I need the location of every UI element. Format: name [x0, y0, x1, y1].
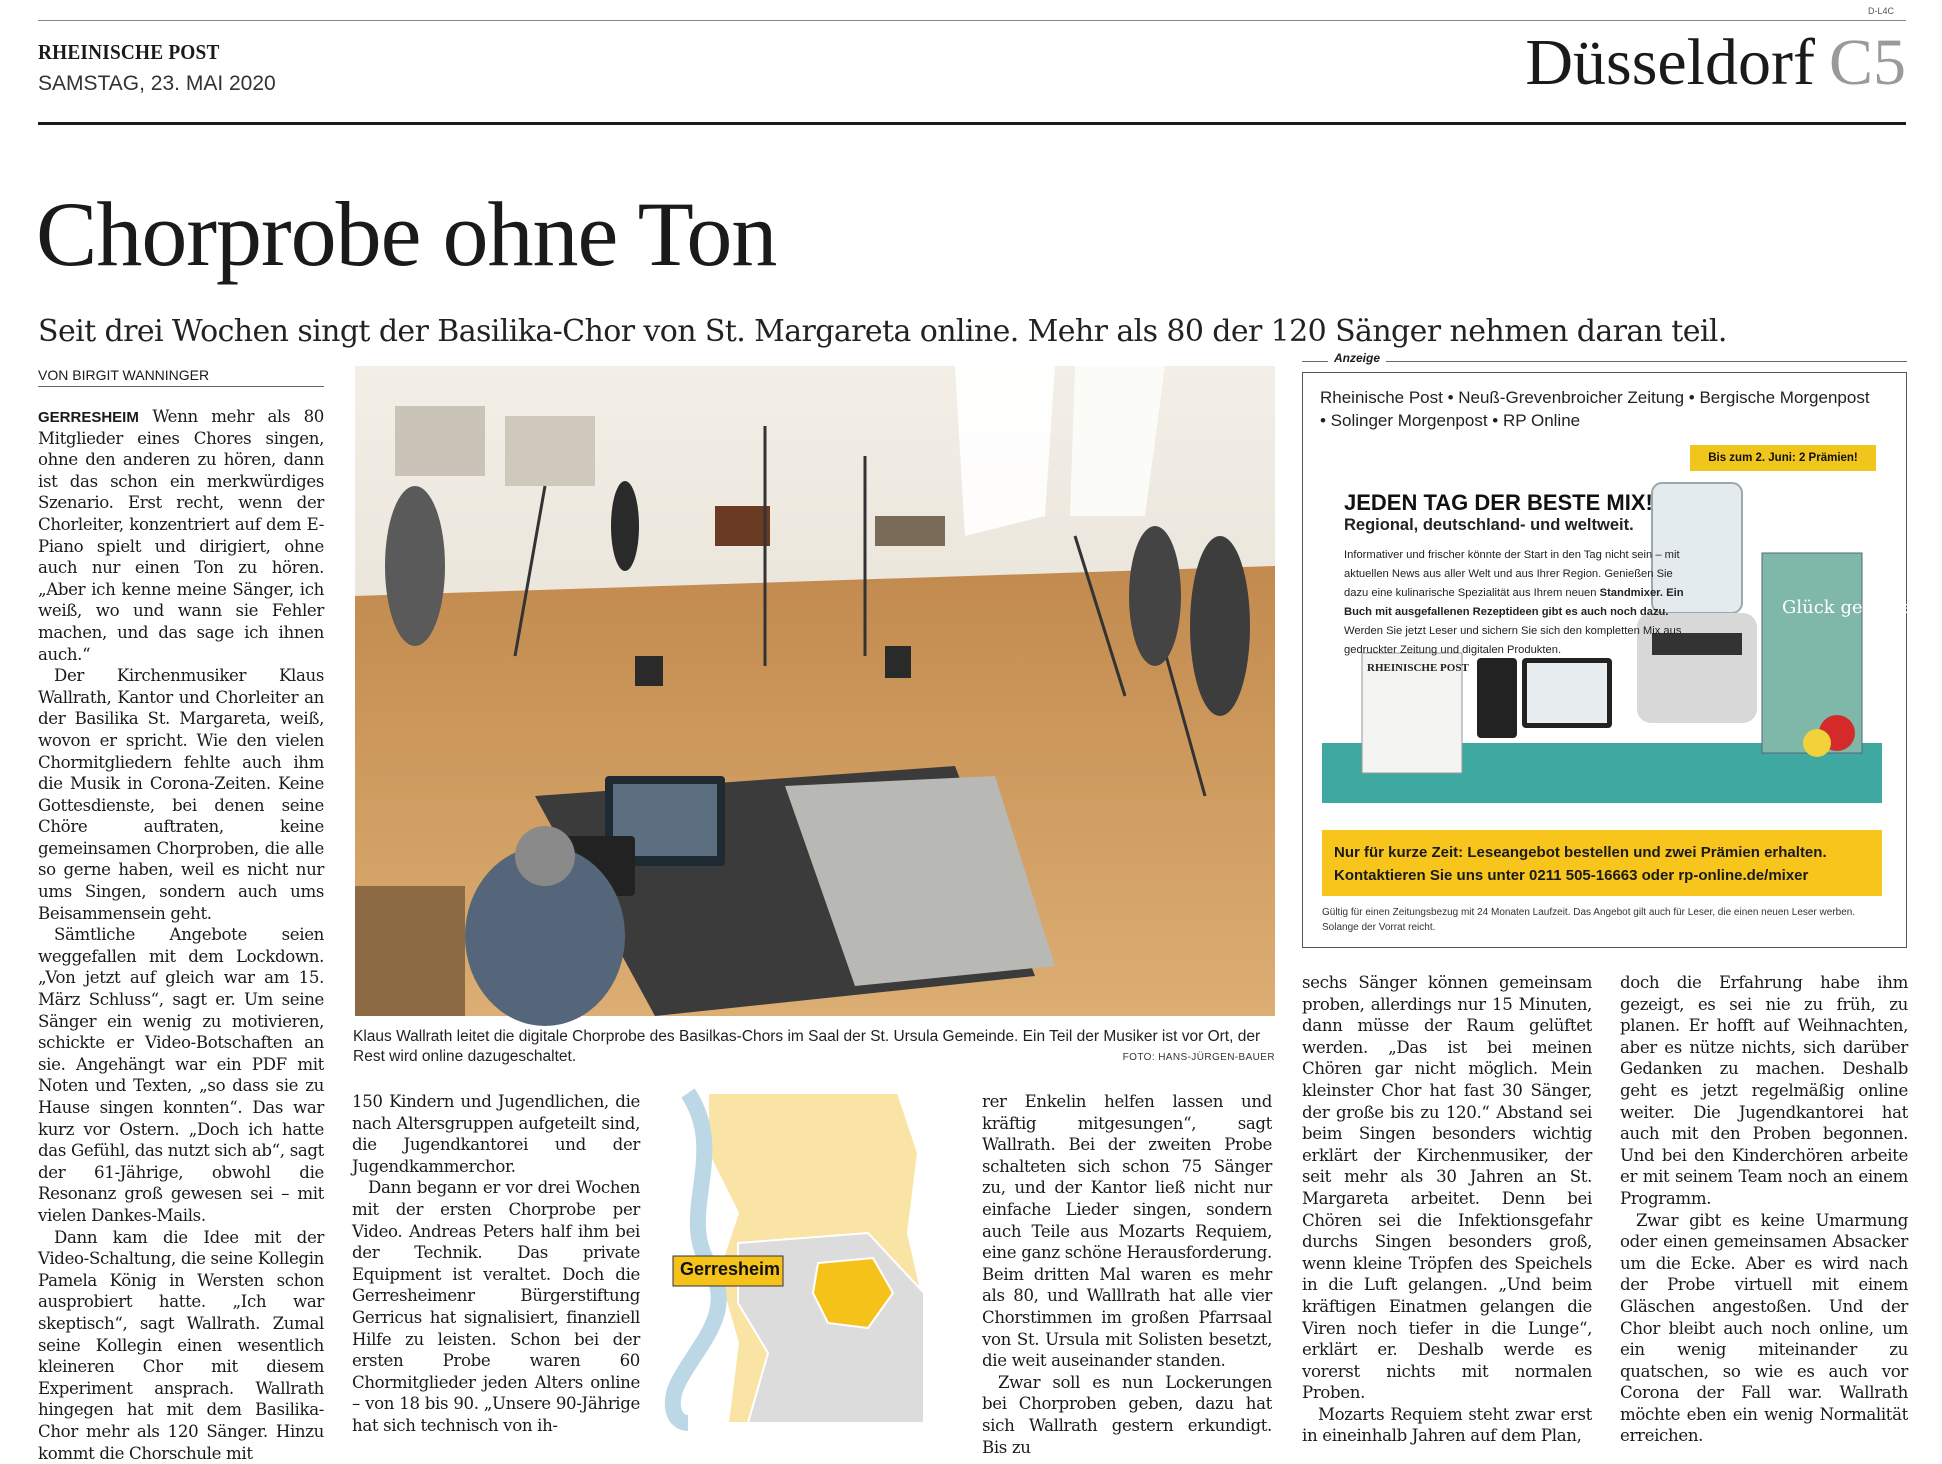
paragraph: Mozarts Requiem steht zwar erst in eineinhalb Jahren auf dem Plan,	[1302, 1404, 1592, 1446]
ad-cta-line2[interactable]: Kontaktieren Sie uns unter 0211 505-16663 oder rp-online.de/mixer	[1334, 867, 1809, 884]
byline: VON BIRGIT WANNINGER	[38, 367, 210, 383]
paragraph: doch die Erfahrung habe ihm gezeigt, es sei nie zu früh, zu planen. Er hofft auf Weihnachten, aber es nütze nichts, sich darüber Gedanken zu machen. Deshalb geht es jetzt regelmäßig online weiter. Die Jugendkantorei hat auch mit den Proben begonnen. Und bei den Kinderchören arbeite er mit seinem Team noch an einem Programm.	[1620, 973, 1908, 1208]
ad-subtitle: Regional, deutschland- und weltweit.	[1344, 516, 1634, 534]
map-label: Gerresheim	[680, 1259, 781, 1279]
photo-caption: Klaus Wallrath leitet die digitale Chorprobe des Basilkas-Chors im Saal der St. Ursula Gemeinde. Ein Teil der Musiker ist vor Ort, der Rest wird online dazugeschaltet.	[353, 1028, 1261, 1065]
choir-rehearsal-photo	[355, 366, 1275, 1016]
masthead-rule	[38, 122, 1906, 125]
ad-badge: Bis zum 2. Juni: 2 Prämien!	[1690, 445, 1876, 471]
section-name: Düsseldorf	[1525, 26, 1815, 99]
ad-papers: Rheinische Post • Neuß-Grevenbroicher Zeitung • Bergische Morgenpost • Solinger Morgenpost • RP Online	[1320, 388, 1870, 430]
paragraph: Dann begann er vor drei Wochen mit der ersten Chorprobe per Video. Andreas Peters half ihm bei der Technik. Das private Equipment ist veraltet. Doch die Gerresheimenr Bürgerstiftung Gerricus hat signalisiert, finanziell Hilfe zu leisten. Schon bei der ersten Probe waren 60 Chormitglieder jeden Alters online – von 18 bis 90. „Unsere 90-Jährige hat sich technisch von ih-	[352, 1178, 640, 1435]
paper-mock-title: RHEINISCHE POST	[1367, 662, 1469, 674]
column-1	[38, 406, 324, 1464]
paragraph: sechs Sänger können gemeinsam proben, allerdings nur 15 Minuten, dann müsse der Raum gelüftet werden. „Das ist bei meinen Chören gar nicht möglich. Mein kleinster Chor hat fast 30 Sänger, der große bis zu 120.“ Abstand sei beim Singen besonders wichtig erklärt der Kirchenmusiker, der seit mehr als 30 Jahren an St. Margareta arbeitet. Denn bei Chören sei die Infektionsgefahr durchs Singen besonders groß, wenn kleine Tröpfen des Speichels in die Luft gelangen. „Und beim kräftigen Einatmen gelangen die Viren noch tiefer in die Lunge“, erklärt er. Deshalb werde es vorerst nichts mit normalen Proben.	[1302, 973, 1592, 1403]
top-rule	[38, 20, 1906, 21]
district-map	[668, 1093, 924, 1423]
column-2	[352, 1091, 640, 1437]
ad-text	[1344, 546, 1684, 660]
ad-text-c: Werden Sie jetzt Leser und sichern Sie sich den kompletten Mix aus gedruckter Zeitung und digitalen Produkten.	[1344, 625, 1682, 656]
page-code: D-L4C	[1868, 6, 1895, 16]
page-number: C5	[1828, 26, 1906, 99]
paragraph	[38, 406, 324, 665]
paragraph: Sämtliche Angebote seien weggefallen mit dem Lockdown. „Von jetzt auf gleich war am 15. März Schluss“, sagt er. Um seine Sänger ein wenig zu motivieren, schickte er Video-Botschaften an sie. Angehängt war ein PDF mit Noten und Texten, „so dass sie zu Hause singen konnten“. Das war kurz vor Ostern. „Doch ich hatte das Gefühl, das nutzt sich ab“, sagt der 61-Jährige, obwohl die Resonanz groß gewesen sei – mit vielen Dankes-Mails.	[38, 925, 324, 1225]
column-5	[1620, 972, 1908, 1447]
headline: Chorprobe ohne Ton	[36, 183, 777, 285]
book-title: Glück genießen	[1782, 597, 1925, 618]
ad-cta	[1334, 841, 1827, 887]
ad-title: JEDEN TAG DER BESTE MIX!	[1344, 490, 1653, 515]
ad-fineprint: Gültig für einen Zeitungsbezug mit 24 Monaten Laufzeit. Das Angebot gilt auch für Leser, die einen neuen Leser werben. Solange der Vorrat reicht.	[1322, 907, 1856, 933]
byline-rule	[38, 386, 324, 387]
gerresheim-map	[668, 1093, 924, 1423]
ad-rule	[1302, 361, 1907, 362]
ad-cta-line1: Nur für kurze Zeit: Leseangebot bestellen und zwei Prämien erhalten.	[1334, 844, 1827, 861]
issue-date: SAMSTAG, 23. MAI 2020	[38, 72, 276, 95]
newspaper-name: RHEINISCHE POST	[38, 40, 220, 64]
paragraph: 150 Kindern und Jugendlichen, die nach Altersgruppen aufgeteilt sind, die Jugendkantorei und der Jugendkammerchor.	[352, 1092, 640, 1176]
section-title	[1525, 26, 1906, 99]
paragraph: rer Enkelin helfen lassen und kräftig mitgesungen“, sagt Wallrath. Bei der zweiten Probe schalteten sich schon 75 Sänger zu, und der Kantor ließ nicht nur einfache Lieder singen, sondern auch Teile aus Mozarts Requiem, eine ganz schöne Herausforderung. Beim dritten Mal waren es mehr als 80, und Walllrath hat alle vier Chorstimmen im großen Pfarrsaal von St. Ursula mit Solisten besetzt, die weit auseinander standen.	[982, 1092, 1272, 1371]
lead-text: Seit drei Wochen singt der Basilika-Chor von St. Margareta online. Mehr als 80 der 120 Sänger nehmen daran teil.	[38, 314, 1727, 349]
paragraph: Zwar gibt es keine Umarmung oder einen gemeinsamen Absacker um die Ecke. Aber es wird nach der Probe virtuell mit einem Gläschen angestoßen. Und der Chor bleibt auch noch online, um ein wenig miteinander zu quatschen, so wie es auch vor Corona der Fall war. Wallrath möchte eben ein wenig Normalität erreichen.	[1620, 1210, 1908, 1446]
paragraph: Zwar soll es nun Lockerungen bei Chorproben geben, dazu hat sich Wallrath gestern erkundigt. Bis zu	[982, 1372, 1272, 1457]
photo-credit: FOTO: HANS-JÜRGEN-BAUER	[1122, 1052, 1275, 1063]
paragraph: Der Kirchenmusiker Klaus Wallrath, Kantor und Chorleiter an der Basilika St. Margareta, weiß, wovon er spricht. Wie den vielen Chormitgliedern fehlte auch ihm die Musik in Corona-Zeiten. Keine Gottesdienste, bei denen seine Chöre auftraten, keine gemeinsamen Chorproben, die alle so gerne haben, weil es nicht nur ums Singen, sondern auch ums Beisammensein geht.	[38, 666, 324, 923]
column-3	[982, 1091, 1272, 1458]
ad-label: Anzeige	[1328, 351, 1386, 365]
article-photo	[355, 366, 1275, 1016]
column-4	[1302, 972, 1592, 1447]
paragraph-text: Wenn mehr als 80 Mitglieder eines Chores singen, ohne den anderen zu hören, dann ist das schon ein merkwürdiges Szenario. Erst recht, wenn der Chorleiter, konzentriert auf dem E-Piano spielt und dirigiert, ohne auch nur einen Ton zu hören. „Aber ich kenne meine Sänger, ich weiß, wo und wann sie Fehler machen, und das sage ich ihnen auch.“	[38, 407, 324, 664]
dateline: GERRESHEIM	[38, 409, 139, 426]
paragraph: Dann kam die Idee mit der Video-Schaltung, die seine Kollegin Pamela König in Wersten schon ausprobiert hatte. „Ich war skeptisch“, sagt Wallrath. Zumal seine Kollegin einen wesentlich kleineren Chor mit diesem Experiment ansprach. Wallrath hingegen hat mit dem Basilika-Chor mehr als 120 Sänger. Hinzu kommt die Chorschule mit	[38, 1227, 324, 1463]
ad-text-b: Standmixer. Ein Buch mit ausgefallenen Rezeptideen gibt es auch noch dazu.	[1344, 587, 1684, 618]
ad-text-a: Informativer und frischer könnte der Start in den Tag nicht sein – mit aktuellen News aus aller Welt und aus Ihrer Region. Genießen Sie dazu eine kulinarische Spezialität aus Ihrem neuen	[1344, 549, 1680, 599]
